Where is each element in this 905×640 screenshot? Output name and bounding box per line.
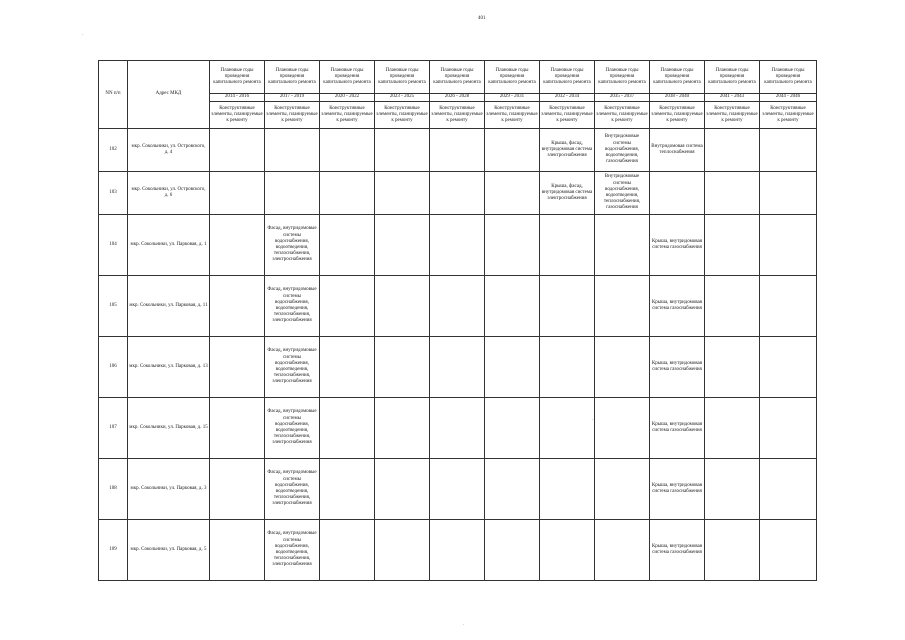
repair-elements-cell [210, 172, 265, 215]
repair-elements-cell [430, 276, 485, 337]
header-period-label: Плановые годы проведения капитального ремонта [650, 61, 705, 94]
repair-elements-cell [320, 337, 375, 398]
repair-elements-cell: Крыша, фасад, внутридомовая система электроснабжения [540, 129, 595, 172]
header-period-years: 2041 - 2043 [705, 94, 760, 102]
repair-elements-cell [210, 520, 265, 581]
repair-elements-cell [375, 520, 430, 581]
table-row [99, 337, 817, 398]
table-row [99, 129, 817, 172]
repair-elements-cell [705, 459, 760, 520]
repair-elements-cell [375, 276, 430, 337]
building-address: мкр. Сокольники, ул. Парковая, д. 15 [128, 398, 210, 459]
repair-elements-cell: Крыша, фасад, внутридомовая система электроснабжения [540, 172, 595, 215]
repair-elements-cell [650, 172, 705, 215]
header-elements-label: Конструктивные элементы, планируемые к ремонту [265, 102, 320, 129]
header-period-years: 2038 - 2040 [650, 94, 705, 102]
row-number: 109 [99, 520, 128, 581]
repair-elements-cell [430, 459, 485, 520]
building-address: мкр. Сокольники, ул. Парковая, д. 13 [128, 337, 210, 398]
repair-elements-cell: Фасад, внутридомовые системы водоснабжения, водоотведения, теплоснабжения, электроснабжения [265, 459, 320, 520]
header-period-label: Плановые годы проведения капитального ремонта [375, 61, 430, 94]
repair-elements-cell [705, 129, 760, 172]
repair-elements-cell [705, 276, 760, 337]
header-nn: NN п/п [99, 61, 128, 129]
header-elements-label: Конструктивные элементы, планируемые к ремонту [485, 102, 540, 129]
header-period-years: 2014 - 2016 [210, 94, 265, 102]
repair-elements-cell [265, 129, 320, 172]
repair-elements-cell [210, 459, 265, 520]
repair-elements-cell [760, 459, 817, 520]
repair-elements-cell [760, 172, 817, 215]
header-period-years: 2020 - 2022 [320, 94, 375, 102]
page-number: 401 [478, 16, 486, 21]
repair-elements-cell: Внутридомовая система теплоснабжения [650, 129, 705, 172]
header-elements-label: Конструктивные элементы, планируемые к ремонту [210, 102, 265, 129]
repair-elements-cell [210, 398, 265, 459]
table-row [99, 520, 817, 581]
repair-elements-cell [265, 172, 320, 215]
repair-elements-cell [705, 215, 760, 276]
header-period-label: Плановые годы проведения капитального ремонта [595, 61, 650, 94]
header-elements-label: Конструктивные элементы, планируемые к ремонту [705, 102, 760, 129]
repair-elements-cell [485, 398, 540, 459]
header-elements-label: Конструктивные элементы, планируемые к ремонту [320, 102, 375, 129]
repair-elements-cell [430, 520, 485, 581]
repair-elements-cell [375, 172, 430, 215]
repair-elements-cell: Крыша, внутридомовая система газоснабжения [650, 398, 705, 459]
header-period-label: Плановые годы проведения капитального ремонта [760, 61, 817, 94]
repair-elements-cell [760, 129, 817, 172]
repair-elements-cell: Внутридомовые системы водоснабжения, водоотведения, газоснабжения [595, 129, 650, 172]
building-address: мкр. Сокольники, ул. Парковая, д. 11 [128, 276, 210, 337]
repair-elements-cell [540, 459, 595, 520]
repair-elements-cell [320, 215, 375, 276]
repair-elements-cell [375, 459, 430, 520]
repair-elements-cell [595, 398, 650, 459]
repair-elements-cell [210, 215, 265, 276]
repair-elements-cell [320, 276, 375, 337]
repair-elements-cell: Крыша, внутридомовая система газоснабжения [650, 276, 705, 337]
repair-elements-cell [210, 276, 265, 337]
repair-elements-cell [375, 398, 430, 459]
repair-elements-cell [540, 398, 595, 459]
header-period-label: Плановые годы проведения капитального ремонта [265, 61, 320, 94]
header-elements-label: Конструктивные элементы, планируемые к ремонту [540, 102, 595, 129]
repair-elements-cell [540, 337, 595, 398]
row-number: 102 [99, 129, 128, 172]
table-row [99, 172, 817, 215]
repair-elements-cell [595, 520, 650, 581]
repair-elements-cell: Фасад, внутридомовые системы водоснабжения, водоотведения, теплоснабжения, электроснабжения [265, 337, 320, 398]
building-address: мкр. Сокольники, ул. Островского, д. 4 [128, 129, 210, 172]
header-period-label: Плановые годы проведения капитального ремонта [320, 61, 375, 94]
repair-elements-cell [375, 337, 430, 398]
repair-elements-cell: Крыша, внутридомовая система газоснабжения [650, 459, 705, 520]
repair-elements-cell: Внутридомовые системы водоснабжения, водоотведения, теплоснабжения, газоснабжения [595, 172, 650, 215]
header-period-label: Плановые годы проведения капитального ремонта [705, 61, 760, 94]
building-address: мкр. Сокольники, ул. Парковая, д. 3 [128, 459, 210, 520]
building-address: мкр. Сокольники, ул. Парковая, д. 1 [128, 215, 210, 276]
repair-elements-cell [595, 215, 650, 276]
repair-elements-cell [430, 215, 485, 276]
repair-elements-cell [210, 337, 265, 398]
repair-elements-cell [485, 172, 540, 215]
header-period-years: 2029 - 2031 [485, 94, 540, 102]
repair-elements-cell [760, 398, 817, 459]
header-period-label: Плановые годы проведения капитального ремонта [540, 61, 595, 94]
row-number: 104 [99, 215, 128, 276]
scan-mark: · [463, 623, 465, 628]
row-number: 107 [99, 398, 128, 459]
repair-elements-cell [430, 172, 485, 215]
scan-mark: · [82, 33, 84, 38]
repair-elements-cell [485, 129, 540, 172]
repair-elements-cell [320, 520, 375, 581]
repair-elements-cell [760, 276, 817, 337]
repair-elements-cell [485, 276, 540, 337]
building-address: мкр. Сокольники, ул. Островского, д. 6 [128, 172, 210, 215]
repair-elements-cell [540, 276, 595, 337]
repair-elements-cell [705, 520, 760, 581]
header-period-years: 2026 - 2028 [430, 94, 485, 102]
repair-elements-cell: Фасад, внутридомовые системы водоснабжения, водоотведения, теплоснабжения, электроснабжения [265, 520, 320, 581]
header-period-years: 2035 - 2037 [595, 94, 650, 102]
table-row [99, 459, 817, 520]
header-elements-label: Конструктивные элементы, планируемые к ремонту [430, 102, 485, 129]
repair-elements-cell [595, 337, 650, 398]
header-address: Адрес МКД [128, 61, 210, 129]
scan-mark: · [592, 418, 594, 423]
repair-elements-cell [540, 215, 595, 276]
header-elements-label: Конструктивные элементы, планируемые к ремонту [375, 102, 430, 129]
repair-elements-cell [485, 337, 540, 398]
repair-elements-cell [320, 172, 375, 215]
header-elements-label: Конструктивные элементы, планируемые к ремонту [760, 102, 817, 129]
repair-elements-cell [320, 459, 375, 520]
repair-elements-cell [540, 520, 595, 581]
repair-elements-cell: Фасад, внутридомовые системы водоснабжения, водоотведения, теплоснабжения, электроснабжения [265, 398, 320, 459]
header-period-years: 2044 - 2046 [760, 94, 817, 102]
header-elements-label: Конструктивные элементы, планируемые к ремонту [595, 102, 650, 129]
repair-elements-cell [705, 398, 760, 459]
repair-elements-cell [760, 520, 817, 581]
header-period-years: 2017 - 2019 [265, 94, 320, 102]
repair-elements-cell: Крыша, внутридомовая система газоснабжения [650, 337, 705, 398]
repair-elements-cell [760, 215, 817, 276]
repair-elements-cell [705, 172, 760, 215]
capital-repair-table [98, 60, 817, 581]
header-period-label: Плановые годы проведения капитального ремонта [430, 61, 485, 94]
header-elements-label: Конструктивные элементы, планируемые к ремонту [650, 102, 705, 129]
table-row [99, 398, 817, 459]
building-address: мкр. Сокольники, ул. Парковая, д. 5 [128, 520, 210, 581]
row-number: 106 [99, 337, 128, 398]
repair-elements-cell: Фасад, внутридомовые системы водоснабжения, водоотведения, теплоснабжения, электроснабжения [265, 215, 320, 276]
table-row [99, 215, 817, 276]
row-number: 108 [99, 459, 128, 520]
repair-elements-cell [430, 337, 485, 398]
repair-elements-cell [375, 215, 430, 276]
repair-elements-cell: Фасад, внутридомовые системы водоснабжения, водоотведения, теплоснабжения, электроснабжения [265, 276, 320, 337]
repair-elements-cell [485, 520, 540, 581]
repair-elements-cell [705, 337, 760, 398]
repair-elements-cell [595, 459, 650, 520]
header-period-years: 2023 - 2025 [375, 94, 430, 102]
row-number: 103 [99, 172, 128, 215]
repair-elements-cell: Крыша, внутридомовая система газоснабжения [650, 215, 705, 276]
header-period-label: Плановые годы проведения капитального ремонта [485, 61, 540, 94]
repair-elements-cell [320, 129, 375, 172]
table-header [99, 61, 817, 129]
repair-elements-cell [595, 276, 650, 337]
repair-elements-cell [430, 398, 485, 459]
repair-elements-cell [210, 129, 265, 172]
repair-elements-cell: Крыша, внутридомовая система газоснабжения [650, 520, 705, 581]
repair-elements-cell [760, 337, 817, 398]
repair-elements-cell [430, 129, 485, 172]
table-body [99, 129, 817, 581]
header-period-years: 2032 - 2034 [540, 94, 595, 102]
table-row [99, 276, 817, 337]
repair-elements-cell [375, 129, 430, 172]
repair-elements-cell [320, 398, 375, 459]
row-number: 105 [99, 276, 128, 337]
header-period-label: Плановые годы проведения капитального ремонта [210, 61, 265, 94]
repair-elements-cell [485, 215, 540, 276]
repair-elements-cell [485, 459, 540, 520]
